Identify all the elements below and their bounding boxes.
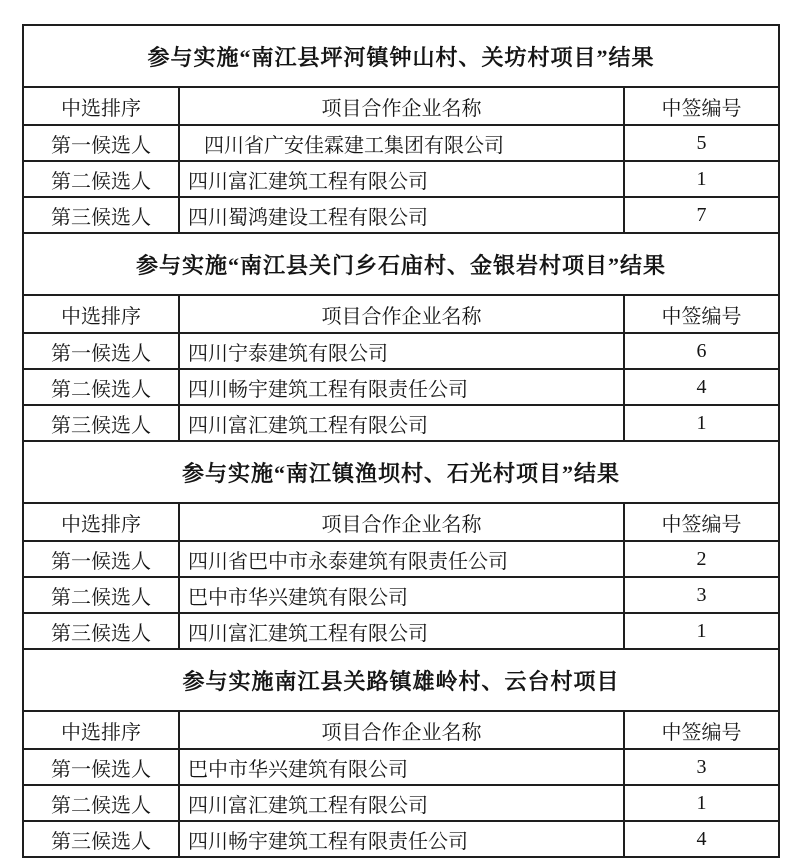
header-row — [23, 87, 779, 125]
company-cell: 四川富汇建筑工程有限公司 — [179, 785, 624, 821]
header-row — [23, 503, 779, 541]
company-cell: 四川省广安佳霖建工集团有限公司 — [179, 125, 624, 161]
table-row — [23, 405, 779, 441]
section-title: 参与实施南江县关路镇雄岭村、云台村项目 — [23, 649, 779, 711]
rank-cell: 第二候选人 — [23, 785, 179, 821]
company-cell: 巴中市华兴建筑有限公司 — [179, 577, 624, 613]
header-row — [23, 711, 779, 749]
section-title: 参与实施“南江县坪河镇钟山村、关坊村项目”结果 — [23, 25, 779, 87]
col-header-number: 中签编号 — [624, 87, 779, 125]
company-cell: 四川宁泰建筑有限公司 — [179, 333, 624, 369]
header-row — [23, 295, 779, 333]
number-cell: 1 — [624, 405, 779, 441]
rank-cell: 第二候选人 — [23, 161, 179, 197]
rank-cell: 第三候选人 — [23, 197, 179, 233]
col-header-rank: 中选排序 — [23, 503, 179, 541]
col-header-rank: 中选排序 — [23, 711, 179, 749]
section-title: 参与实施“南江镇渔坝村、石光村项目”结果 — [23, 441, 779, 503]
section-title-row — [23, 233, 779, 295]
section-title-row — [23, 25, 779, 87]
company-cell: 四川畅宇建筑工程有限责任公司 — [179, 821, 624, 857]
col-header-rank: 中选排序 — [23, 295, 179, 333]
rank-cell: 第三候选人 — [23, 613, 179, 649]
section-title-row — [23, 649, 779, 711]
section-title-row — [23, 441, 779, 503]
number-cell: 2 — [624, 541, 779, 577]
number-cell: 5 — [624, 125, 779, 161]
table-row — [23, 369, 779, 405]
number-cell: 3 — [624, 577, 779, 613]
company-cell: 四川富汇建筑工程有限公司 — [179, 161, 624, 197]
table-row — [23, 333, 779, 369]
number-cell: 1 — [624, 161, 779, 197]
rank-cell: 第一候选人 — [23, 125, 179, 161]
col-header-number: 中签编号 — [624, 295, 779, 333]
col-header-company: 项目合作企业名称 — [179, 87, 624, 125]
number-cell: 1 — [624, 613, 779, 649]
company-cell: 四川富汇建筑工程有限公司 — [179, 405, 624, 441]
table-row — [23, 125, 779, 161]
table-row — [23, 821, 779, 857]
company-cell: 四川省巴中市永泰建筑有限责任公司 — [179, 541, 624, 577]
number-cell: 4 — [624, 821, 779, 857]
col-header-number: 中签编号 — [624, 503, 779, 541]
number-cell: 1 — [624, 785, 779, 821]
table-row — [23, 197, 779, 233]
rank-cell: 第一候选人 — [23, 541, 179, 577]
company-cell: 四川畅宇建筑工程有限责任公司 — [179, 369, 624, 405]
number-cell: 7 — [624, 197, 779, 233]
col-header-company: 项目合作企业名称 — [179, 711, 624, 749]
col-header-company: 项目合作企业名称 — [179, 295, 624, 333]
company-cell: 四川富汇建筑工程有限公司 — [179, 613, 624, 649]
document-page — [22, 24, 778, 858]
rank-cell: 第一候选人 — [23, 333, 179, 369]
col-header-number: 中签编号 — [624, 711, 779, 749]
section-title: 参与实施“南江县关门乡石庙村、金银岩村项目”结果 — [23, 233, 779, 295]
number-cell: 6 — [624, 333, 779, 369]
rank-cell: 第二候选人 — [23, 577, 179, 613]
table-row — [23, 541, 779, 577]
table-row — [23, 613, 779, 649]
col-header-company: 项目合作企业名称 — [179, 503, 624, 541]
company-cell: 四川蜀鸿建设工程有限公司 — [179, 197, 624, 233]
rank-cell: 第二候选人 — [23, 369, 179, 405]
table-row — [23, 161, 779, 197]
number-cell: 4 — [624, 369, 779, 405]
rank-cell: 第一候选人 — [23, 749, 179, 785]
rank-cell: 第三候选人 — [23, 821, 179, 857]
table-row — [23, 749, 779, 785]
rank-cell: 第三候选人 — [23, 405, 179, 441]
col-header-rank: 中选排序 — [23, 87, 179, 125]
number-cell: 3 — [624, 749, 779, 785]
table-row — [23, 577, 779, 613]
results-table — [22, 24, 780, 858]
company-cell: 巴中市华兴建筑有限公司 — [179, 749, 624, 785]
table-row — [23, 785, 779, 821]
